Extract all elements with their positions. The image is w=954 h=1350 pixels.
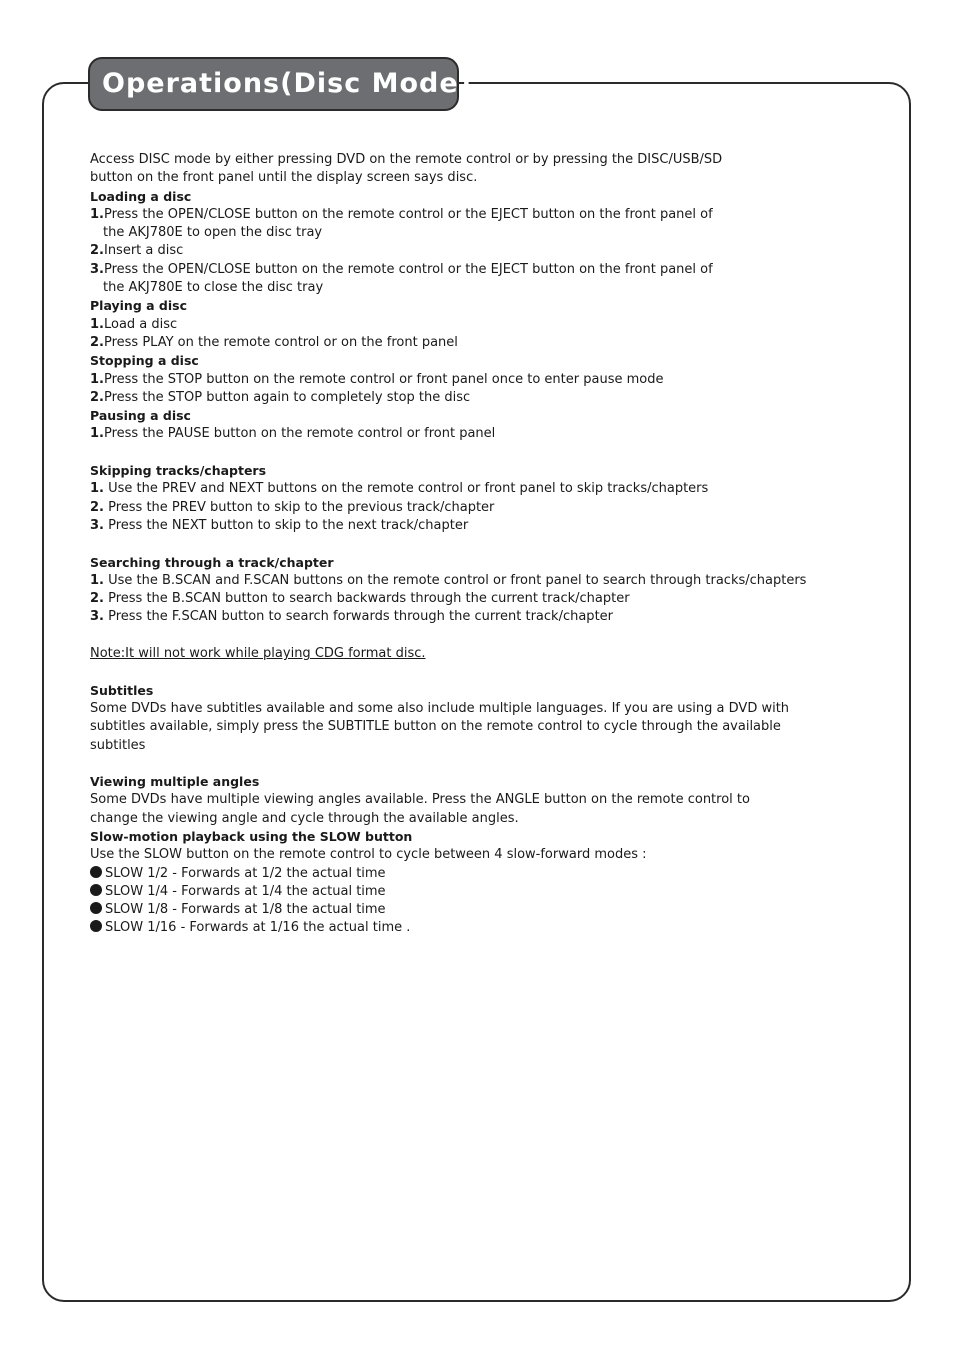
slow-mode-text: SLOW 1/4 - Forwards at 1/4 the actual time [105, 883, 386, 899]
spacer [90, 627, 880, 645]
slow-heading: Slow-motion playback using the SLOW button [90, 828, 413, 844]
step-text: Press the PREV button to skip to the previous track/chapter [103, 499, 495, 515]
playing-step-1 [90, 316, 880, 334]
step-number: 2. [90, 591, 104, 607]
searching-step-3 [90, 608, 880, 626]
stopping-heading: Stopping a disc [90, 353, 199, 369]
loading-step-1-cont: the AKJ780E to open the disc tray [103, 225, 323, 241]
step-number: 1. [90, 572, 104, 588]
step-text: Press the STOP button on the remote control or front panel once to enter pause mode [103, 371, 664, 387]
skipping-step-3 [90, 517, 880, 535]
skipping-step-2 [90, 499, 880, 517]
subtitles-line: Some DVDs have subtitles available and some also include multiple languages. If you are using a DVD with [90, 700, 790, 716]
stopping-step-2 [90, 389, 880, 407]
angles-line: Some DVDs have multiple viewing angles available. Press the ANGLE button on the remote control to [90, 792, 750, 808]
slow-mode-item [90, 919, 880, 937]
step-number: 1. [90, 426, 104, 442]
skipping-step-1 [90, 480, 880, 498]
step-number: 1. [90, 316, 104, 332]
slow-mode-item [90, 865, 880, 883]
step-number: 1. [90, 206, 104, 222]
section-title-tab [88, 57, 473, 111]
bullet-icon [90, 884, 102, 896]
step-text: Press the PAUSE button on the remote control or front panel [103, 426, 496, 442]
step-text: Press the B.SCAN button to search backwards through the current track/chapter [103, 591, 630, 607]
bullet-icon [90, 902, 102, 914]
searching-step-2 [90, 590, 880, 608]
step-text: Press the OPEN/CLOSE button on the remote control or the EJECT button on the front panel of [103, 261, 713, 277]
step-text: Press PLAY on the remote control or on the front panel [103, 334, 458, 350]
angles-line: change the viewing angle and cycle through the available angles. [90, 810, 519, 826]
angles-heading: Viewing multiple angles [90, 774, 260, 790]
step-number: 1. [90, 371, 104, 387]
step-number: 3. [90, 517, 104, 533]
step-number: 1. [90, 481, 104, 497]
loading-heading: Loading a disc [90, 188, 192, 204]
intro-line: button on the front panel until the display screen says disc. [90, 170, 478, 186]
cdg-note [90, 645, 880, 663]
spacer [90, 535, 880, 553]
playing-step-2 [90, 334, 880, 352]
searching-step-1 [90, 572, 880, 590]
page-content [90, 151, 880, 938]
step-number: 2. [90, 389, 104, 405]
searching-heading: Searching through a track/chapter [90, 554, 334, 570]
loading-step-1 [90, 206, 880, 224]
pausing-heading: Pausing a disc [90, 408, 191, 424]
step-text: Use the B.SCAN and F.SCAN buttons on the remote control or front panel to search through tracks/chapters [103, 572, 807, 588]
step-number: 3. [90, 609, 104, 625]
step-text: Press the NEXT button to skip to the next track/chapter [103, 517, 469, 533]
skipping-heading: Skipping tracks/chapters [90, 463, 267, 479]
step-text: Press the F.SCAN button to search forwards through the current track/chapter [103, 609, 614, 625]
step-number: 2. [90, 243, 104, 259]
step-number: 2. [90, 334, 104, 350]
playing-heading: Playing a disc [90, 298, 187, 314]
step-text: Load a disc [103, 316, 178, 332]
intro-line: Access DISC mode by either pressing DVD on the remote control or by pressing the DISC/USB/SD [90, 152, 723, 167]
step-text: Insert a disc [103, 243, 184, 259]
slow-intro: Use the SLOW button on the remote control to cycle between 4 slow-forward modes : [90, 847, 647, 863]
step-number: 3. [90, 261, 104, 277]
subtitles-line: subtitles [90, 737, 146, 753]
note-text: Note:It will not work while playing CDG format disc. [90, 646, 426, 662]
bullet-icon [90, 866, 102, 878]
loading-step-3-cont: the AKJ780E to close the disc tray [103, 280, 324, 296]
page-title: Operations(Disc Mode) [102, 68, 473, 99]
spacer [90, 755, 880, 773]
step-text: Press the OPEN/CLOSE button on the remote control or the EJECT button on the front panel of [103, 206, 713, 222]
pausing-step-1 [90, 425, 880, 443]
loading-step-3 [90, 261, 880, 279]
subtitles-line: subtitles available, simply press the SUBTITLE button on the remote control to cycle through the available [90, 719, 781, 735]
slow-mode-item [90, 883, 880, 901]
slow-mode-text: SLOW 1/2 - Forwards at 1/2 the actual time [105, 865, 386, 881]
step-text: Use the PREV and NEXT buttons on the remote control or front panel to skip tracks/chapters [103, 481, 709, 497]
spacer [90, 663, 880, 681]
loading-step-2 [90, 242, 880, 260]
step-text: Press the STOP button again to completely stop the disc [103, 389, 471, 405]
spacer [90, 444, 880, 462]
slow-mode-text: SLOW 1/8 - Forwards at 1/8 the actual time [105, 902, 386, 918]
slow-mode-text: SLOW 1/16 - Forwards at 1/16 the actual time . [105, 920, 411, 936]
subtitles-heading: Subtitles [90, 682, 154, 698]
slow-mode-item [90, 901, 880, 919]
stopping-step-1 [90, 371, 880, 389]
bullet-icon [90, 920, 102, 932]
step-number: 2. [90, 499, 104, 515]
